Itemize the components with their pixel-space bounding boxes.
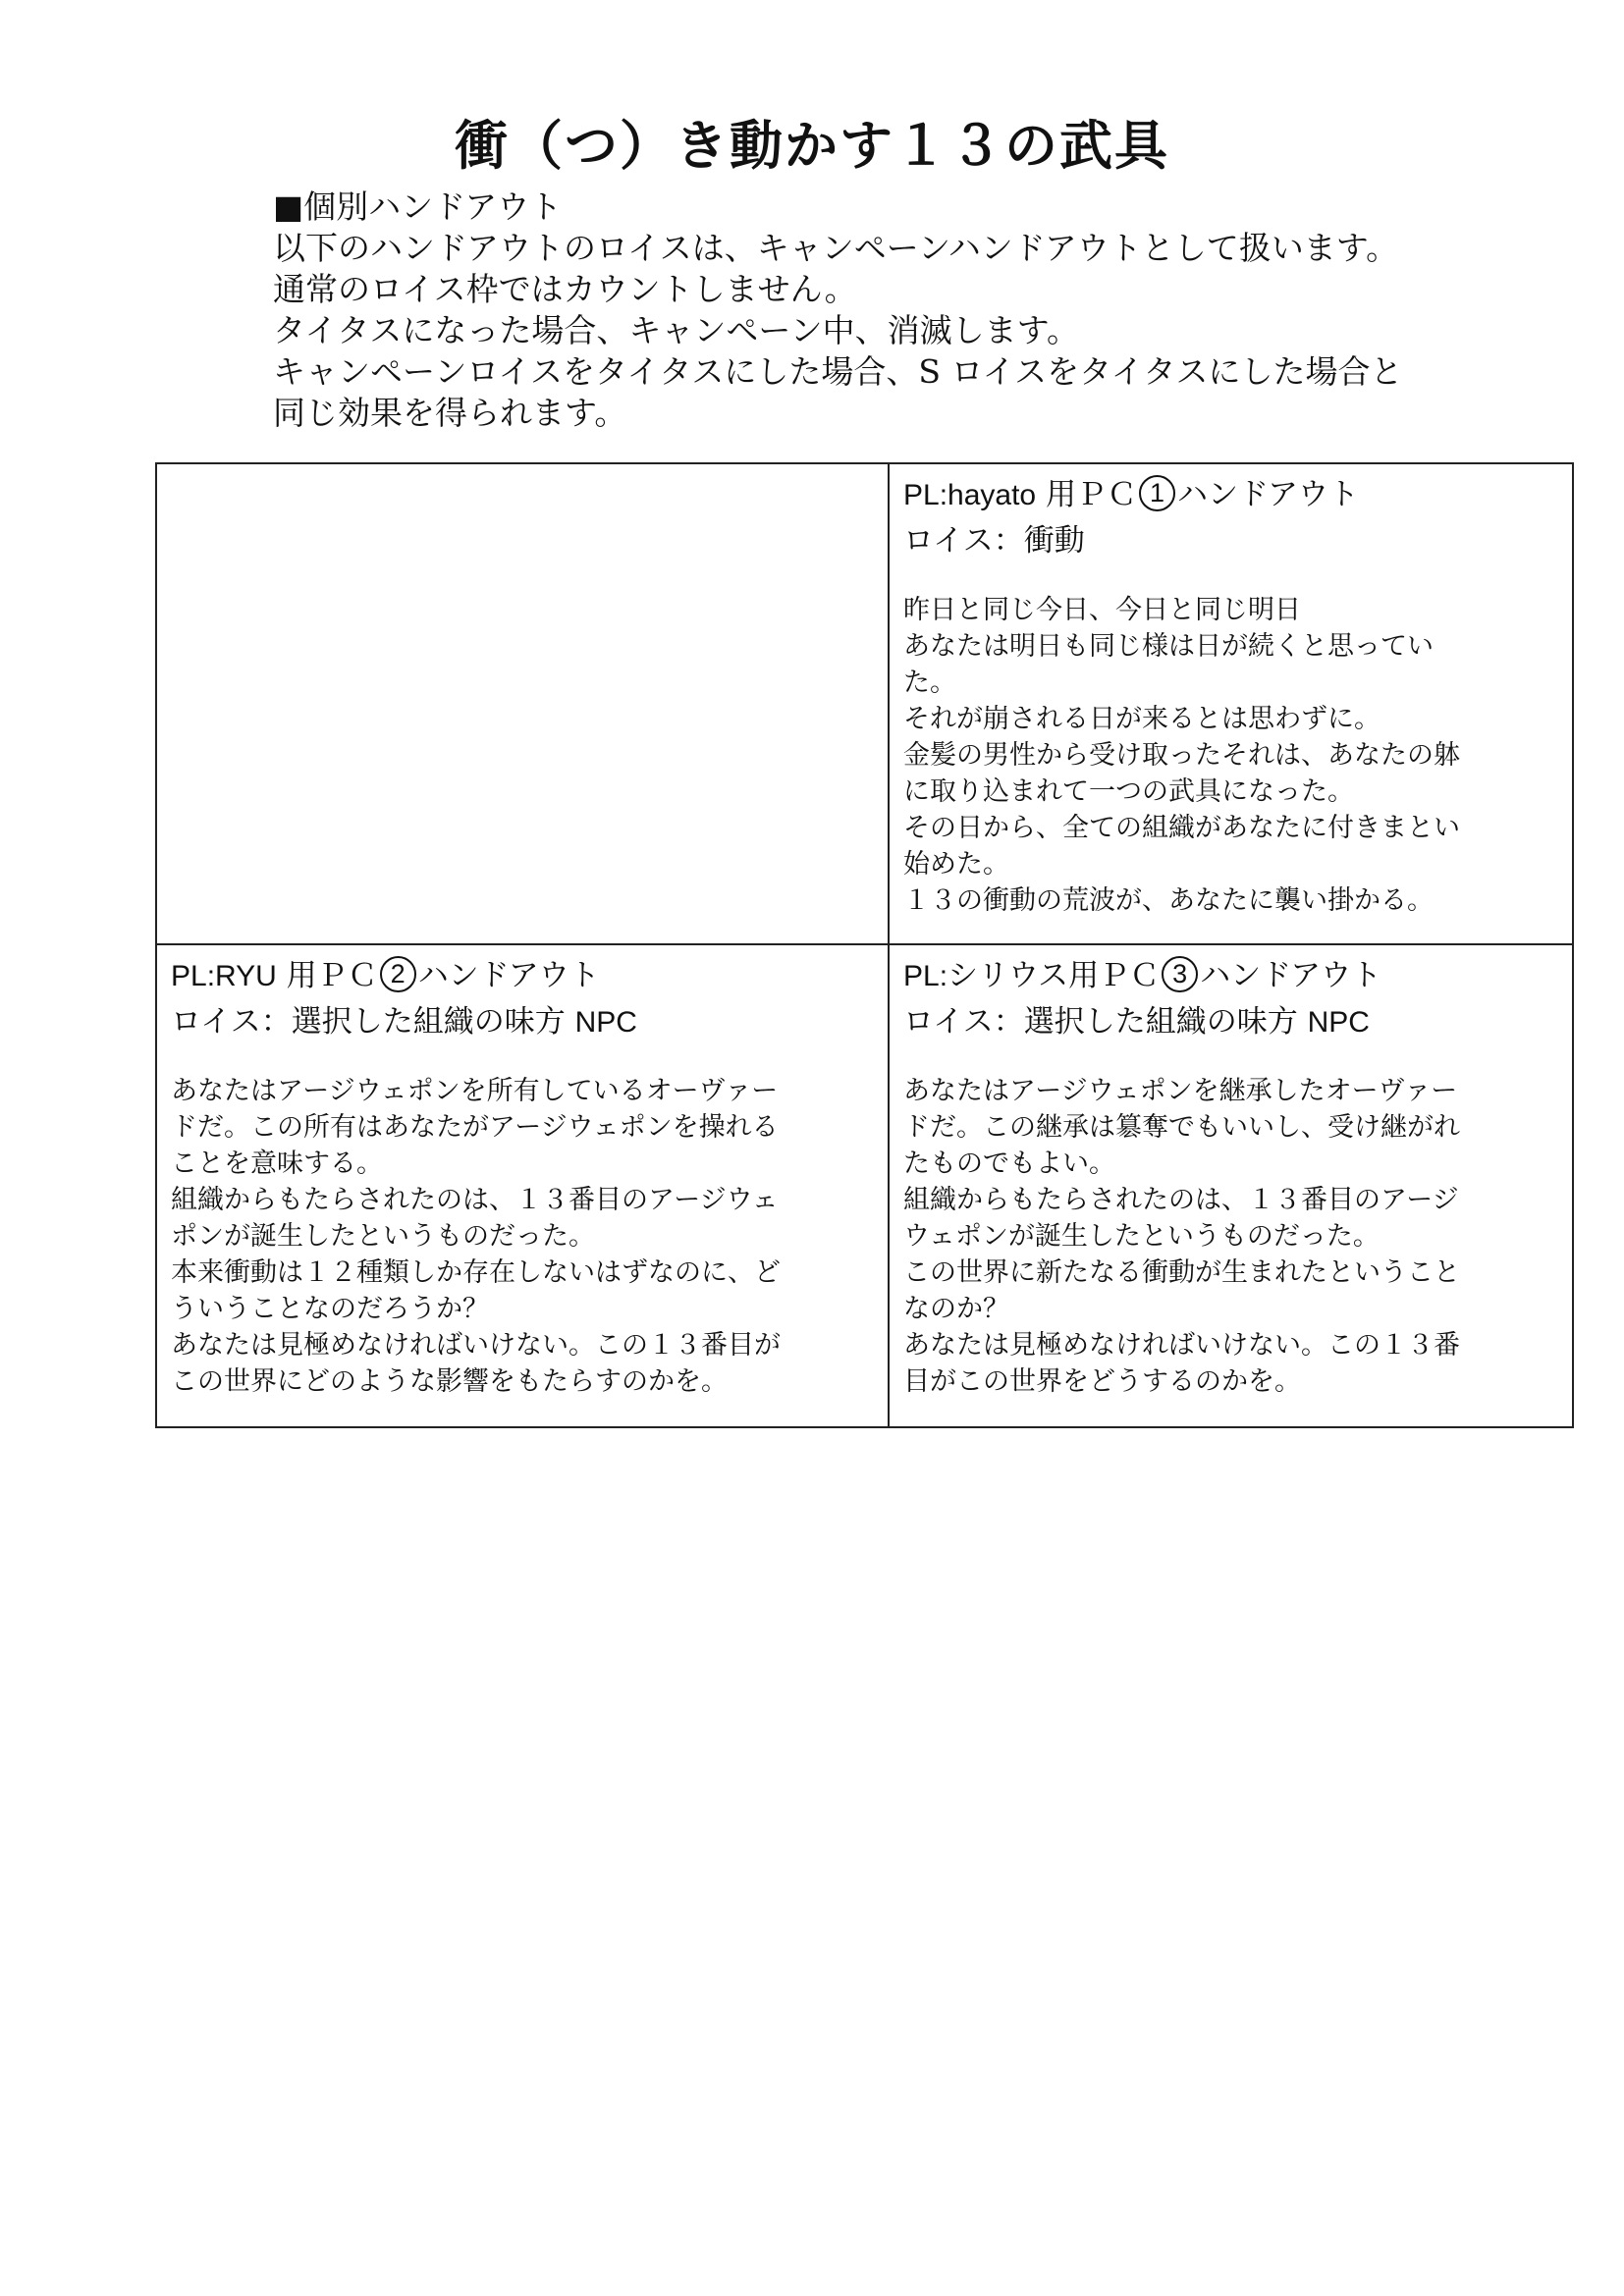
intro-line: タイタスになった場合、キャンペーン中、消滅します。	[273, 311, 1080, 349]
body-line: ドだ。この継承は簒奪でもいいし、受け継がれ	[903, 1112, 1460, 1143]
lois-label: ロイス：選択した組織の味方	[171, 1004, 575, 1040]
body-line: 組織からもたらされたのは、１３番目のアージウェ	[171, 1185, 779, 1215]
player-name: PL:hayato	[903, 479, 1037, 511]
handout-label: ハンドアウト	[1176, 477, 1360, 512]
body-line: なのか？	[903, 1294, 1009, 1324]
pc-label: 用ＰＣ	[1036, 477, 1137, 512]
handout-body	[903, 592, 1564, 919]
body-line: この世界にどのような影響をもたらすのかを。	[171, 1366, 728, 1397]
body-line: た。	[903, 667, 956, 698]
body-line: 本来衝動は１２種類しか存在しないはずなのに、ど	[171, 1257, 781, 1288]
body-line: ういうことなのだろうか？	[171, 1294, 489, 1324]
lois-line	[903, 518, 1564, 564]
lois-label: ロイス：選択した組織の味方	[903, 1004, 1308, 1040]
body-line: ドだ。この所有はあなたがアージウェポンを操れる	[171, 1112, 779, 1143]
lois-line	[903, 999, 1564, 1045]
handout-row	[156, 463, 1573, 944]
body-line: その日から、全ての組織があなたに付きまとい	[903, 813, 1460, 843]
handout-body	[903, 1073, 1564, 1400]
handout-cell-pc2	[156, 944, 889, 1427]
intro-line: キャンペーンロイスをタイタスにした場合、S ロイスをタイタスにした場合と	[273, 352, 1403, 391]
body-line: ポンが誕生したというものだった。	[171, 1221, 595, 1252]
intro-line: 同じ効果を得られます。	[273, 394, 627, 432]
pc-number-badge: 3	[1162, 956, 1198, 992]
handout-heading	[903, 472, 1564, 518]
handout-body	[171, 1073, 880, 1400]
handout-cell-pc3	[889, 944, 1573, 1427]
intro-line: 通常のロイス枠ではカウントしません。	[273, 270, 857, 308]
body-line: に取り込まれて一つの武具になった。	[903, 776, 1354, 807]
player-name: PL:	[903, 960, 948, 992]
body-line: 昨日と同じ今日、今日と同じ明日	[903, 595, 1301, 625]
handout-table	[155, 462, 1574, 1428]
handout-cell-pc1	[889, 463, 1573, 944]
lois-npc: NPC	[1307, 1006, 1370, 1039]
body-line: あなたは見極めなければいけない。この１３番	[903, 1330, 1460, 1361]
body-line: あなたは明日も同じ様は日が続くと思ってい	[903, 631, 1434, 662]
lois-label: ロイス：衝動	[903, 523, 1085, 559]
body-line: たものでもよい。	[903, 1148, 1115, 1179]
body-line: 目がこの世界をどうするのかを。	[903, 1366, 1301, 1397]
handout-label: ハンドアウト	[1200, 958, 1382, 993]
body-line: １３の衝動の荒波が、あなたに襲い掛かる。	[903, 885, 1434, 916]
body-line: 組織からもたらされたのは、１３番目のアージ	[903, 1185, 1459, 1215]
body-line: あなたはアージウェポンを所有しているオーヴァー	[171, 1076, 779, 1106]
body-line: あなたはアージウェポンを継承したオーヴァー	[903, 1076, 1458, 1106]
body-line: 始めた。	[903, 849, 1009, 880]
intro-section	[273, 187, 1549, 434]
handout-heading	[903, 953, 1564, 999]
document-title: 衝（つ）き動かす１３の武具	[455, 114, 1169, 177]
body-line: この世界に新たなる衝動が生まれたということ	[903, 1257, 1460, 1288]
pc-number-badge: 1	[1139, 475, 1175, 511]
player-name: PL:RYU	[171, 960, 277, 992]
empty-cell	[156, 463, 889, 944]
body-line: ウェポンが誕生したというものだった。	[903, 1221, 1380, 1252]
body-line: ことを意味する。	[171, 1148, 383, 1179]
pc-label: シリウス用ＰＣ	[947, 958, 1161, 993]
pc-number-badge: 2	[380, 956, 416, 992]
body-line: それが崩される日が来るとは思わずに。	[903, 704, 1380, 734]
lois-npc: NPC	[574, 1006, 637, 1039]
handout-label: ハンドアウト	[417, 958, 600, 993]
pc-label: 用ＰＣ	[276, 958, 378, 993]
handout-row	[156, 944, 1573, 1427]
handout-heading	[171, 953, 880, 999]
body-line: あなたは見極めなければいけない。この１３番目が	[171, 1330, 781, 1361]
intro-line: 以下のハンドアウトのロイスは、キャンペーンハンドアウトとして扱います。	[273, 229, 1399, 267]
body-line: 金髪の男性から受け取ったそれは、あなたの躰	[903, 740, 1460, 771]
intro-line: ■個別ハンドアウト	[273, 187, 563, 226]
lois-line	[171, 999, 880, 1045]
